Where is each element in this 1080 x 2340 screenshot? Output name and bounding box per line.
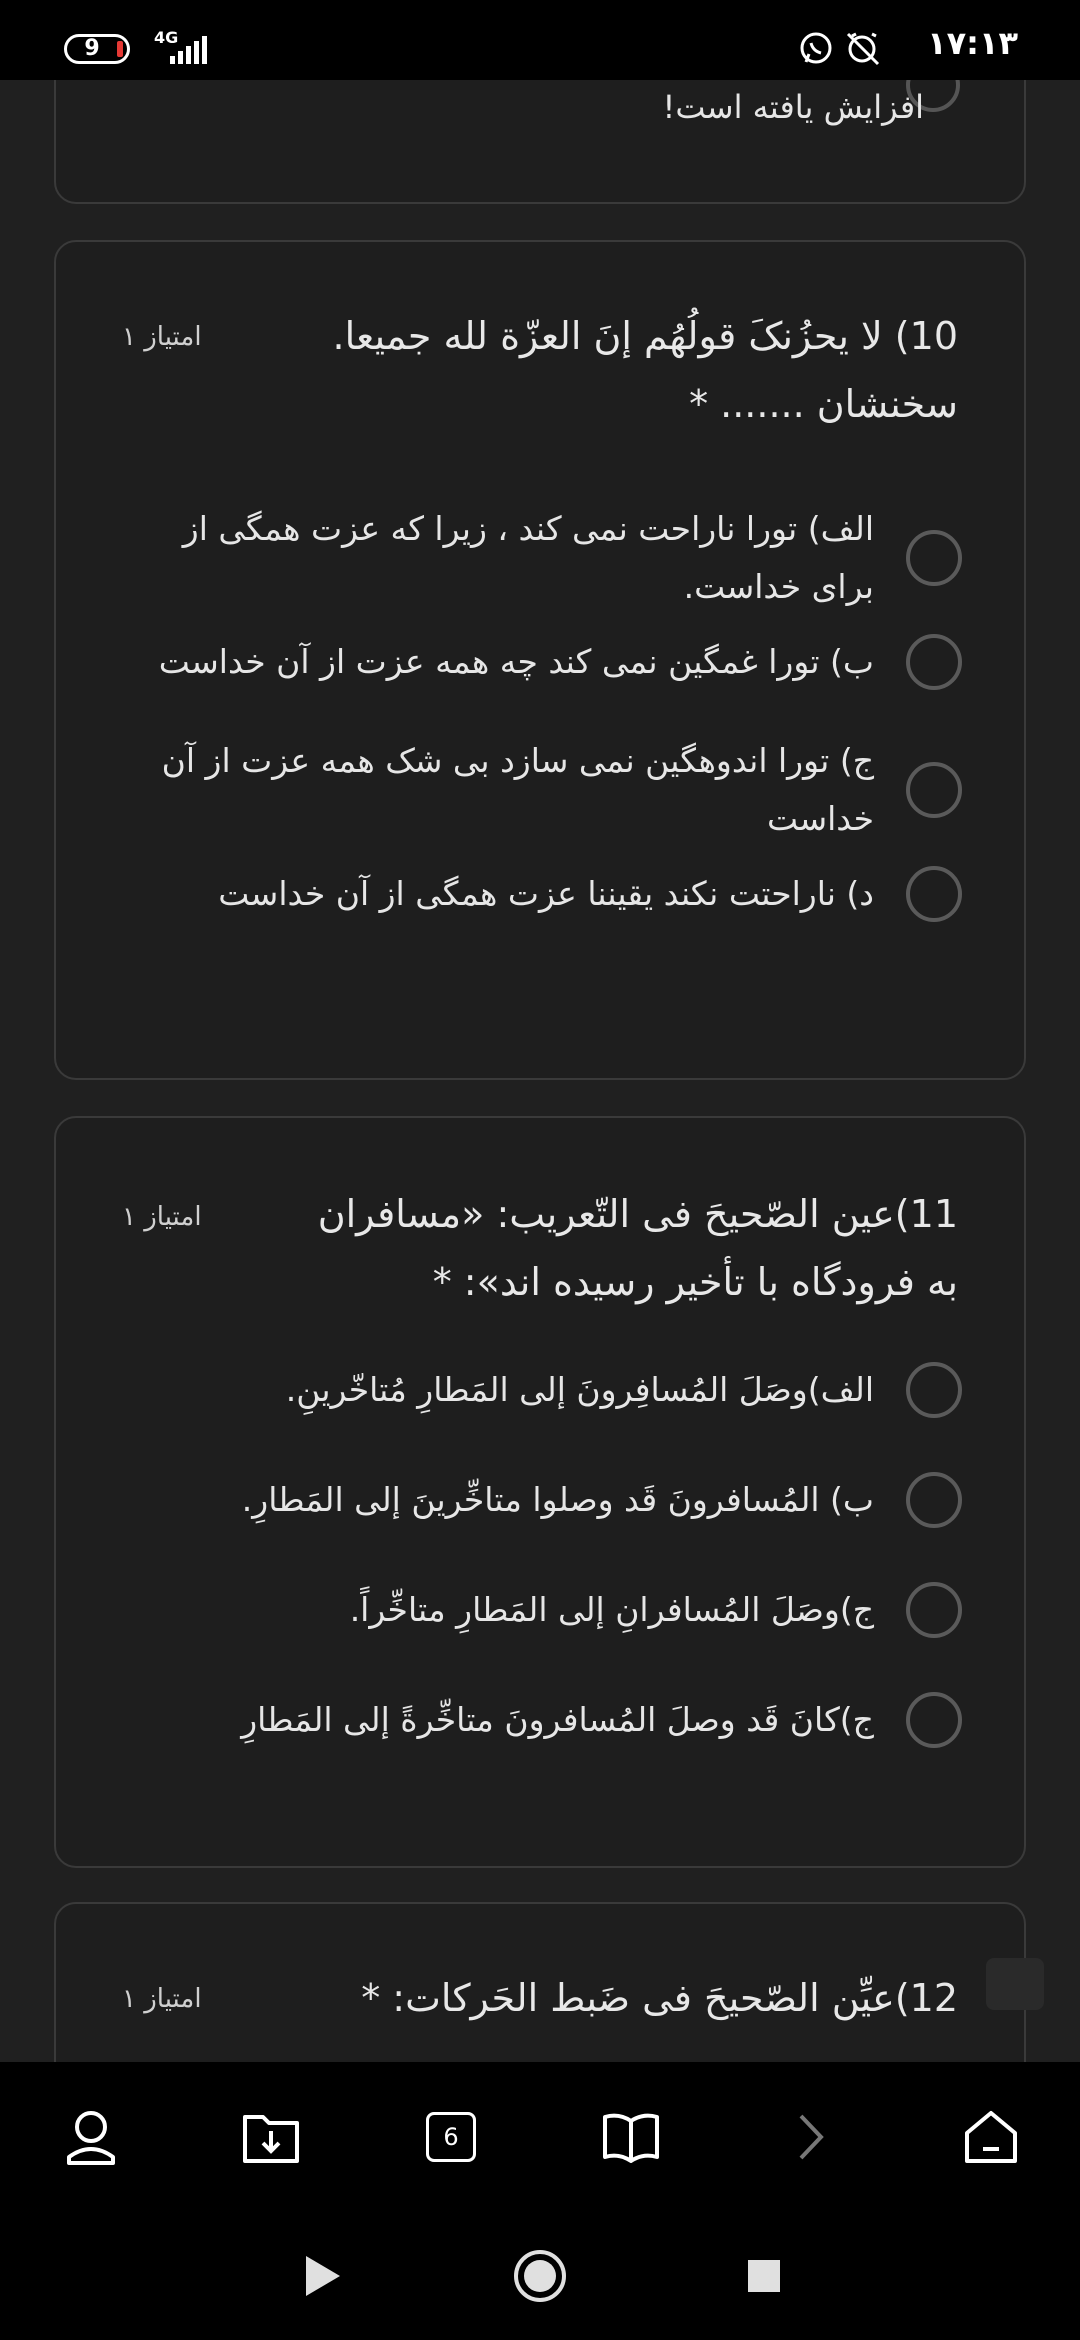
option-label: ج)وصَلَ المُسافرانِ إلی المَطارِ متاخِّراً. <box>349 1590 874 1629</box>
option-11-c[interactable] <box>122 1570 962 1650</box>
question-title: 12)عیِّن الصّحیحَ فی ضَبط الحَرکات: * <box>361 1976 958 2020</box>
tab-count: 6 <box>426 2112 476 2162</box>
radio-button[interactable] <box>906 1692 962 1748</box>
battery-level: 9 <box>84 36 100 61</box>
radio-button[interactable] <box>906 866 962 922</box>
option-label: ج)کانَ قَد وصلَ المُسافرونَ متاخِّرةً إلی المَطارِ <box>241 1700 874 1739</box>
option-10-a[interactable] <box>122 498 962 618</box>
system-home-button[interactable] <box>510 2246 570 2306</box>
home-button[interactable] <box>956 2102 1026 2172</box>
question-points: ۱ امتیاز <box>122 1984 202 2014</box>
question-card-12 <box>54 1902 1026 2062</box>
forward-button[interactable] <box>776 2102 846 2172</box>
option-label: ج) تورا اندوهگین نمی سازد بی شک همه عزت از آن خداست <box>161 741 874 838</box>
option-label: ب) تورا غمگین نمی کند چه همه عزت از آن خداست <box>158 642 874 681</box>
chevron-right-icon <box>791 2110 831 2164</box>
option-label: الف)وصَلَ المُسافِرونَ إلی المَطارِ مُتاخّرینِ. <box>285 1370 874 1409</box>
option-label: ب) المُسافرونَ قَد وصلوا متاخِّرینَ إلی المَطارِ. <box>241 1480 874 1519</box>
radio-button[interactable] <box>906 1582 962 1638</box>
browser-toolbar <box>0 2062 1080 2212</box>
home-icon <box>961 2109 1021 2165</box>
battery-icon <box>64 34 130 64</box>
triangle-icon <box>296 2246 356 2306</box>
circle-icon <box>510 2246 570 2306</box>
form-content[interactable] <box>0 80 1080 2062</box>
option-10-d[interactable] <box>122 854 962 934</box>
question-title: 11)عین الصّحیحَ فی التّعریب: «مسافران به فرودگاه با تأخیر رسیده اند»: * <box>317 1192 958 1304</box>
question-points: ۱ امتیاز <box>122 322 202 352</box>
tabs-button[interactable] <box>416 2102 486 2172</box>
option-11-b[interactable] <box>122 1460 962 1540</box>
option-label: افزایش یافته است! <box>662 88 924 126</box>
question-title: 10) لا یحزُنکَ قولُهُم إنَ العزّة لله جمیعا. سخنشان ....... * <box>332 314 958 426</box>
question-card-10 <box>54 240 1026 1080</box>
option-11-a[interactable] <box>122 1350 962 1430</box>
alarm-off-icon <box>848 34 878 64</box>
radio-button[interactable] <box>906 530 962 586</box>
square-icon <box>734 2246 794 2306</box>
back-button[interactable] <box>296 2246 356 2306</box>
question-card-previous <box>54 80 1026 204</box>
radio-button[interactable] <box>906 762 962 818</box>
recents-button[interactable] <box>734 2246 794 2306</box>
option-10-c[interactable] <box>122 730 962 850</box>
radio-button[interactable] <box>906 1472 962 1528</box>
profile-button[interactable] <box>56 2102 126 2172</box>
feedback-icon[interactable] <box>986 1958 1044 2010</box>
option-label: د) ناراحتت نکند یقیننا عزت همگی از آن خداست <box>218 874 874 913</box>
option-11-d[interactable] <box>122 1680 962 1760</box>
radio-button[interactable] <box>906 1362 962 1418</box>
option-label: الف) تورا ناراحت نمی کند ، زیرا که عزت همگی از برای خداست. <box>182 509 874 606</box>
system-navigation <box>0 2212 1080 2340</box>
clock: ۱۷:۱۳ <box>927 24 1018 62</box>
status-bar <box>0 0 1080 80</box>
download-folder-icon <box>241 2109 301 2165</box>
book-icon <box>601 2111 661 2163</box>
network-type: 4G <box>154 28 179 47</box>
radio-button[interactable] <box>906 634 962 690</box>
bookmarks-button[interactable] <box>596 2102 666 2172</box>
signal-icon <box>170 34 210 64</box>
question-card-11 <box>54 1116 1026 1868</box>
profile-icon <box>63 2107 119 2167</box>
option-10-b[interactable] <box>122 622 962 702</box>
whatsapp-icon <box>802 34 830 62</box>
downloads-button[interactable] <box>236 2102 306 2172</box>
question-points: ۱ امتیاز <box>122 1202 202 1232</box>
